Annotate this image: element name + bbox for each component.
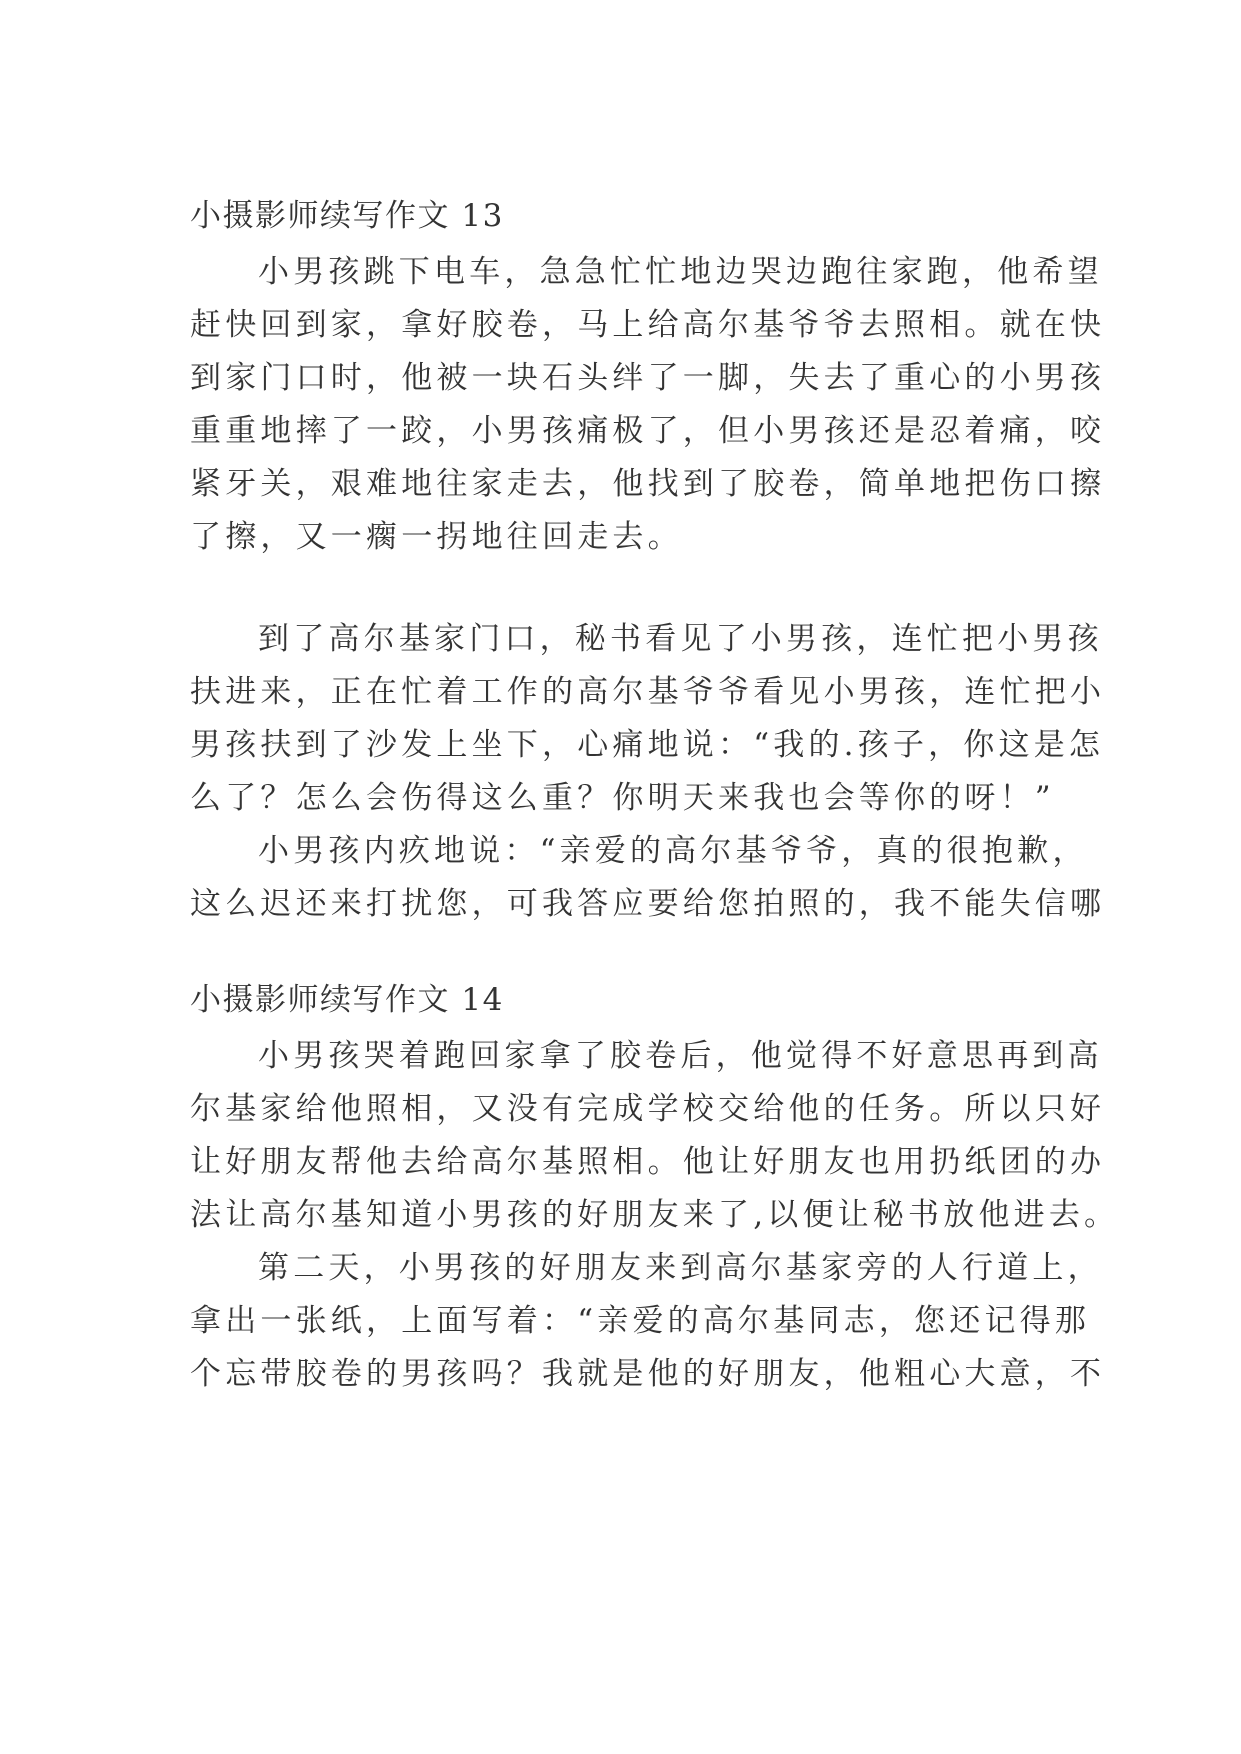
paragraph-line: 了擦，又一瘸一拐地往回走去。 — [190, 519, 683, 555]
paragraph-line: 小男孩哭着跑回家拿了胶卷后，他觉得不好意思再到高 — [258, 1038, 1103, 1074]
section-title-14: 小摄影师续写作文 14 — [190, 982, 504, 1018]
paragraph-line: 让好朋友帮他去给高尔基照相。他让好朋友也用扔纸团的办 — [190, 1144, 1106, 1180]
paragraph-line: 拿出一张纸，上面写着：“亲爱的高尔基同志，您还记得那 — [190, 1303, 1091, 1339]
section-title-13: 小摄影师续写作文 13 — [190, 198, 504, 234]
paragraph-line: 紧牙关，艰难地往家走去，他找到了胶卷，简单地把伤口擦 — [190, 466, 1106, 502]
paragraph-line: 赶快回到家，拿好胶卷，马上给高尔基爷爷去照相。就在快 — [190, 307, 1106, 343]
paragraph-line: 扶进来，正在忙着工作的高尔基爷爷看见小男孩，连忙把小 — [190, 674, 1106, 710]
paragraph-line: 第二天，小男孩的好朋友来到高尔基家旁的人行道上， — [258, 1250, 1103, 1286]
paragraph-line: 这么迟还来打扰您，可我答应要给您拍照的，我不能失信哪 — [190, 886, 1106, 922]
paragraph-line: 到了高尔基家门口，秘书看见了小男孩，连忙把小男孩 — [258, 621, 1103, 657]
paragraph-line: 男孩扶到了沙发上坐下，心痛地说：“我的.孩子，你这是怎 — [190, 727, 1105, 763]
paragraph-line: 小男孩跳下电车，急急忙忙地边哭边跑往家跑，他希望 — [258, 254, 1103, 290]
paragraph-line: 小男孩内疚地说：“亲爱的高尔基爷爷，真的很抱歉， — [258, 833, 1088, 869]
paragraph-line: 么了？怎么会伤得这么重？你明天来我也会等你的呀！” — [190, 780, 1055, 816]
paragraph-line: 法让高尔基知道小男孩的好朋友来了,以便让秘书放他进去。 — [190, 1197, 1120, 1233]
paragraph-line: 到家门口时，他被一块石头绊了一脚，失去了重心的小男孩 — [190, 360, 1106, 396]
paragraph-line: 个忘带胶卷的男孩吗？我就是他的好朋友，他粗心大意，不 — [190, 1356, 1106, 1392]
paragraph-line: 重重地摔了一跤，小男孩痛极了，但小男孩还是忍着痛，咬 — [190, 413, 1106, 449]
paragraph-line: 尔基家给他照相，又没有完成学校交给他的任务。所以只好 — [190, 1091, 1106, 1127]
